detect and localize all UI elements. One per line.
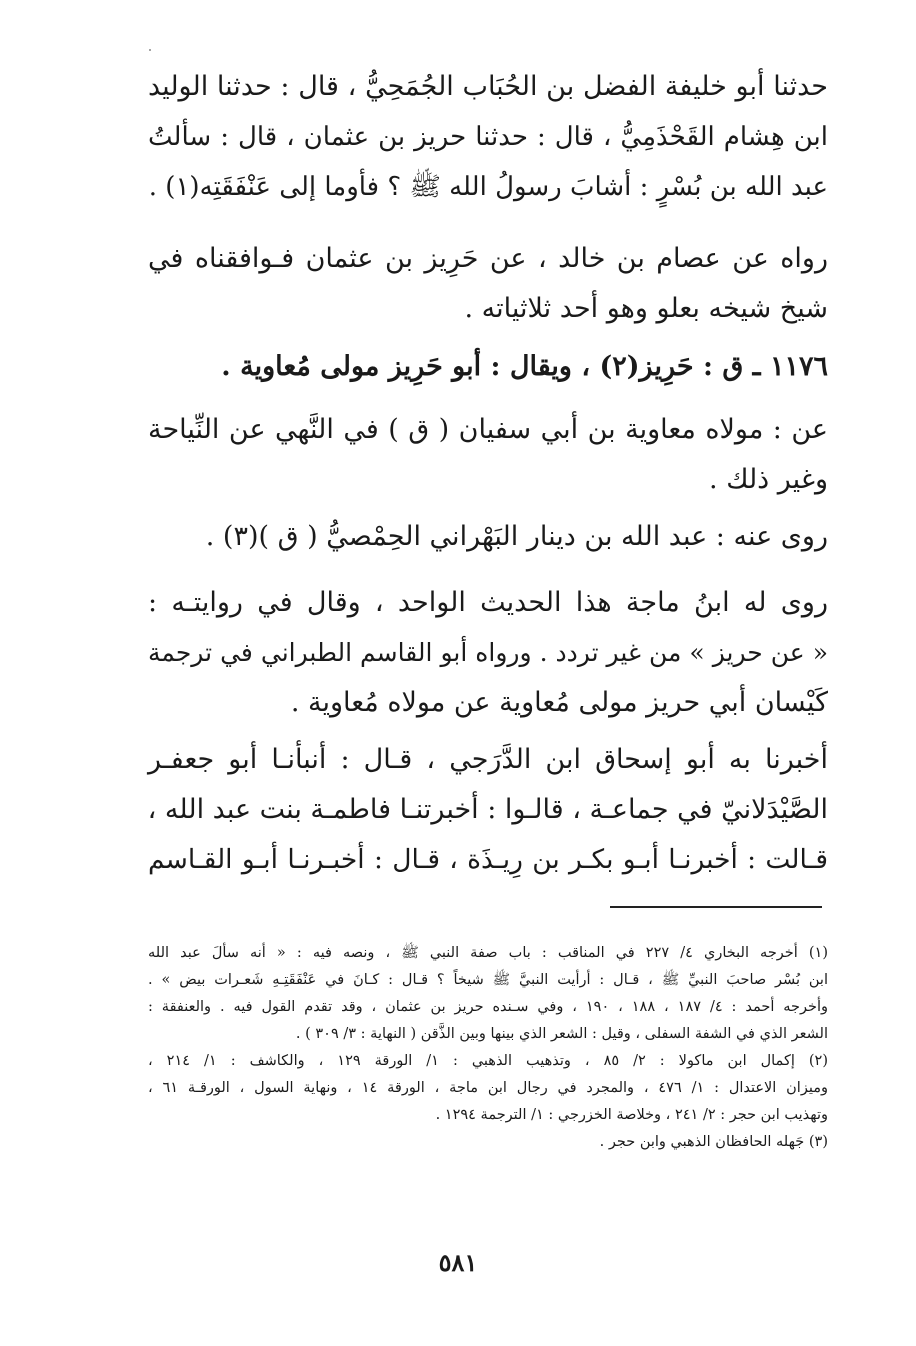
text-line: روى عنه : عبد الله بن دينار البَهْراني الحِمْصيُّ ( ق )(٣) . <box>205 521 828 552</box>
text-line: أخبرنا به أبو إسحاق ابن الدَّرَجي ، قـال : أنبأنـا أبو جعفـر <box>148 744 828 775</box>
entry-heading <box>148 342 828 392</box>
footnote-line: وأخرجه أحمد : ٤/ ١٨٧ ، ١٨٨ ، ١٩٠ ، وفي سـنده حريز بن عثمان ، وقد تقدم القول فيه . والعنفقة : <box>148 999 828 1015</box>
footnote-line: وميزان الاعتدال : ١/ ٤٧٦ ، والمجرد في رجال ابن ماجة ، الورقة ١٤ ، ونهاية السول ، الورقـة ٦١ ، <box>148 1080 828 1096</box>
paragraph-riwaya <box>148 234 828 334</box>
page-number: ٥٨١ <box>438 1248 478 1277</box>
text-line: رواه عن عصام بن خالد ، عن حَرِيز بن عثمان فـوافقناه في <box>148 243 828 274</box>
footnote-line: (٣) جَهله الحافظان الذهبي وابن حجر . <box>599 1134 828 1150</box>
paragraph-akhbarana <box>148 735 828 885</box>
text-line: ابن هِشام القَحْذَمِيُّ ، قال : حدثنا حريز بن عثمان ، قال : سألتُ <box>148 122 828 152</box>
speck <box>149 49 151 51</box>
paragraph-isnad <box>148 62 828 212</box>
text-line: الصَّيْدَلانيّ في جماعـة ، قالـوا : أخبرتنـا فاطمـة بنت عبد الله ، <box>147 794 828 825</box>
text-line: حدثنا أبو خليفة الفضل بن الحُبَاب الجُمَحِيُّ ، قال : حدثنا الوليد <box>148 71 828 102</box>
paragraph-rawa-lahu <box>148 578 828 728</box>
footnote-line: الشعر الذي في الشفة السفلى ، وقيل : الشعر الذي بينها وبين الذَّقن ( النهاية : ٣/ ٣٠٩ ) . <box>295 1026 828 1042</box>
footnote-line: (٢) إكمال ابن ماكولا : ٢/ ٨٥ ، وتذهيب الذهبي : ١/ الورقة ١٢٩ ، والكاشف : ١/ ٢١٤ ، <box>148 1053 828 1069</box>
text-line: شيخ شيخه بعلو وهو أحد ثلاثياته . <box>464 293 828 324</box>
entry-title: ١١٧٦ ـ ق : حَرِيز(٢) ، ويقال : أبو حَرِيز مولى مُعاوية . <box>221 351 828 382</box>
text-line: كَيْسان أبي حريز مولى مُعاوية عن مولاه مُعاوية . <box>290 687 828 718</box>
text-line: عبد الله بن بُسْرٍ : أشابَ رسولُ الله ﷺ ؟ فأوما إلى عَنْفَقَتِه(١) . <box>148 172 828 202</box>
footnote-line: ابن بُسْر صاحبَ النبيِّ ﷺ ، قـال : أرأيت النبيَّ ﷺ شيخاً ؟ قـال : كـانَ في عَنْفَقَتِـهِ شَعـرات بيض » . <box>148 972 828 988</box>
footnote-separator <box>610 906 822 908</box>
text-line: روى له ابنُ ماجة هذا الحديث الواحد ، وقال في روايتـه : <box>148 587 828 618</box>
text-line: قـالت : أخبرنـا أبـو بكـر بن رِيـذَة ، قـال : أخبـرنـا أبـو القـاسم <box>148 844 828 875</box>
text-line: « عن حريز » من غير تردد . ورواه أبو القاسم الطبراني في ترجمة <box>148 638 828 667</box>
footnotes <box>148 940 828 1156</box>
paragraph-an <box>148 405 828 505</box>
paragraph-rawa-anhu <box>148 512 828 562</box>
text-line: وغير ذلك . <box>709 464 828 495</box>
footnote-line: (١) أخرجه البخاري ٤/ ٢٢٧ في المناقب : باب صفة النبي ﷺ ، ونصه فيه : « أنه سألَ عبد الله <box>148 945 828 961</box>
text-line: عن : مولاه معاوية بن أبي سفيان ( ق ) في النَّهي عن النِّياحة <box>148 414 828 445</box>
footnote-line: وتهذيب ابن حجر : ٢/ ٢٤١ ، وخلاصة الخزرجي : ١/ الترجمة ١٢٩٤ . <box>435 1107 828 1123</box>
